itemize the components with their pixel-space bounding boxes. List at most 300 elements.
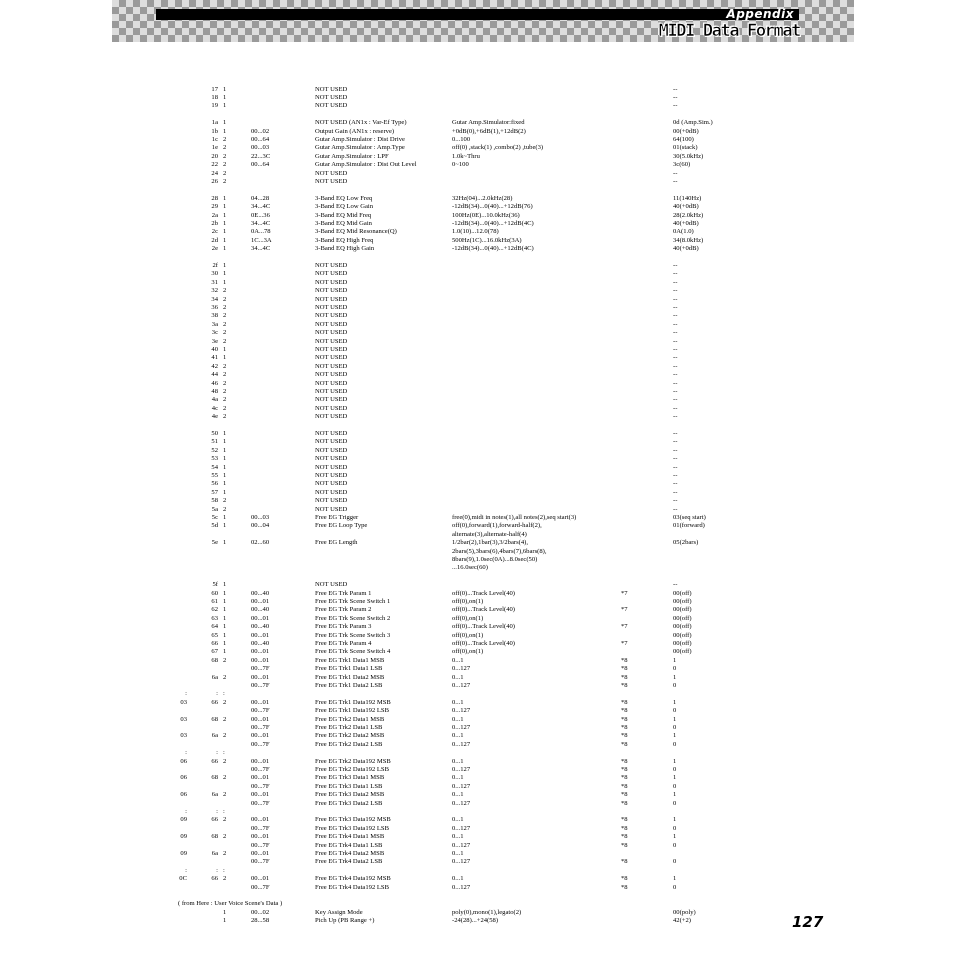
default-value: 00(poly) <box>673 908 696 916</box>
data-range: 00...02 <box>251 127 270 135</box>
default-value: 1 <box>673 774 677 782</box>
parameter-name: Free EG Trk4 Data192 MSB <box>315 875 391 883</box>
parameter-name: NOT USED <box>315 329 348 337</box>
address-low: 38 <box>211 312 218 320</box>
parameter-name: Free EG Trk4 Data2 MSB <box>315 849 385 857</box>
size: 2 <box>223 371 227 379</box>
size: 2 <box>223 177 227 185</box>
address-low: 29 <box>211 203 218 211</box>
data-range: 00...7F <box>251 707 270 715</box>
size: 2 <box>223 144 227 152</box>
default-value: 64(100) <box>673 135 694 143</box>
default-value: 00(off) <box>673 597 692 605</box>
address-high: 09 <box>180 833 187 841</box>
address-low: 17 <box>211 85 218 93</box>
description: 0...1 <box>452 732 464 740</box>
parameter-name: NOT USED <box>315 345 348 353</box>
data-range: 00...7F <box>251 858 270 866</box>
default-value: -- <box>673 85 678 93</box>
address-low: 42 <box>211 362 218 370</box>
size: 1 <box>223 614 227 622</box>
data-range: 00...7F <box>251 883 270 891</box>
section-label: Appendix <box>726 7 794 21</box>
address-low: 1e <box>211 144 218 152</box>
address-low: 30 <box>211 270 218 278</box>
description: 0...127 <box>452 665 471 673</box>
description: 0...100 <box>452 135 471 143</box>
size: 2 <box>223 287 227 295</box>
data-range: 00...01 <box>251 631 270 639</box>
address-high: : <box>185 749 187 757</box>
note: *8 <box>621 824 628 832</box>
parameter-name: Free EG Trk3 Data192 LSB <box>315 824 389 832</box>
address-low: 66 <box>211 816 218 824</box>
default-value: 42(+2) <box>673 917 692 925</box>
description: alternate(3),alternate-half(4) <box>452 530 527 538</box>
default-value: 0 <box>673 782 677 790</box>
parameter-name: Free EG Trk4 Data2 LSB <box>315 858 383 866</box>
data-range: 00...01 <box>251 715 270 723</box>
parameter-name: Free EG Trk3 Data2 MSB <box>315 791 385 799</box>
description: 0...1 <box>452 757 464 765</box>
address-low: 52 <box>211 446 218 454</box>
parameter-name: NOT USED <box>315 93 348 101</box>
default-value: -- <box>673 404 678 412</box>
parameter-name: NOT USED <box>315 169 348 177</box>
data-range: 00...7F <box>251 740 270 748</box>
parameter-name: Free EG Trk Param 2 <box>315 606 372 614</box>
note: *8 <box>621 673 628 681</box>
address-low: 4a <box>211 396 218 404</box>
parameter-name: Free EG Trk3 Data2 LSB <box>315 799 383 807</box>
parameter-name: Output Gain (AN1x : reserve) <box>315 127 395 135</box>
data-range: 00...01 <box>251 614 270 622</box>
note: *8 <box>621 665 628 673</box>
data-range: 34...4C <box>251 219 271 227</box>
data-range: 00...01 <box>251 791 270 799</box>
parameter-name: Free EG Length <box>315 539 358 547</box>
data-range: 00...7F <box>251 824 270 832</box>
description: 2bars(5),3bars(6),4bars(7),6bars(8), <box>452 547 547 555</box>
data-range: 1C...3A <box>251 236 272 244</box>
address-low: 4c <box>211 404 218 412</box>
size: 2 <box>223 791 227 799</box>
address-low: : <box>216 690 218 698</box>
description: 0~100 <box>452 161 469 169</box>
default-value: -- <box>673 177 678 185</box>
data-range: 00...01 <box>251 816 270 824</box>
description: 0...1 <box>452 816 464 824</box>
description: ...16.0sec(60) <box>452 564 488 572</box>
data-range: 00...7F <box>251 765 270 773</box>
size: 1 <box>223 194 227 202</box>
description: 0...127 <box>452 765 471 773</box>
default-value: 30(5.0kHz) <box>673 152 704 160</box>
description: off(0) ,stack(1) ,combo(2) ,tube(3) <box>452 144 544 152</box>
size: 2 <box>223 387 227 395</box>
default-value: -- <box>673 379 678 387</box>
default-value: -- <box>673 438 678 446</box>
note: *8 <box>621 833 628 841</box>
description: off(0),on(1) <box>452 614 484 622</box>
data-range: 0E...36 <box>251 211 270 219</box>
size: 1 <box>223 127 227 135</box>
address-high: : <box>185 866 187 874</box>
default-value: -- <box>673 396 678 404</box>
parameter-name: 3-Band EQ Mid Resonance(Q) <box>315 228 397 236</box>
data-range: 00...7F <box>251 665 270 673</box>
default-value: -- <box>673 480 678 488</box>
default-value: -- <box>673 413 678 421</box>
parameter-name: NOT USED <box>315 497 348 505</box>
data-range: 00...40 <box>251 623 270 631</box>
description: 0...127 <box>452 681 471 689</box>
description: 32Hz(04)...2.0kHz(28) <box>452 194 513 202</box>
description: off(0)...Track Level(40) <box>452 606 515 614</box>
note: *8 <box>621 791 628 799</box>
size: 2 <box>223 816 227 824</box>
address-high: : <box>185 807 187 815</box>
default-value: 34(8.0kHz) <box>673 236 704 244</box>
address-low: 68 <box>211 774 218 782</box>
size: 2 <box>223 320 227 328</box>
address-high: : <box>185 690 187 698</box>
default-value: 40(+0dB) <box>673 219 699 227</box>
description: poly(0),mono(1),legato(2) <box>452 908 522 916</box>
data-range: 00...64 <box>251 161 270 169</box>
default-value: 01(stack) <box>673 144 698 152</box>
address-low: 55 <box>211 471 218 479</box>
default-value: 00(off) <box>673 639 692 647</box>
description: 0...1 <box>452 715 464 723</box>
address-high: 03 <box>180 732 187 740</box>
description: -12dB(34)...0(40)...+12dB(4C) <box>452 219 534 227</box>
default-value: -- <box>673 278 678 286</box>
size: 1 <box>223 513 227 521</box>
data-range: 00...7F <box>251 799 270 807</box>
data-range: 00...04 <box>251 522 270 530</box>
page-number: 127 <box>792 913 824 931</box>
size: 2 <box>223 161 227 169</box>
size: 1 <box>223 270 227 278</box>
data-range: 00...01 <box>251 656 270 664</box>
size: 1 <box>223 354 227 362</box>
address-low: 28 <box>211 194 218 202</box>
description: off(0),on(1) <box>452 648 484 656</box>
size: 2 <box>223 396 227 404</box>
address-high: 09 <box>180 816 187 824</box>
parameter-name: Free EG Trk1 Data2 MSB <box>315 673 385 681</box>
parameter-name: NOT USED <box>315 354 348 362</box>
size: : <box>223 807 225 815</box>
description: 1.0(10)...12.0(78) <box>452 228 499 236</box>
address-low: 48 <box>211 387 218 395</box>
data-range: 00...03 <box>251 144 270 152</box>
size: 1 <box>223 597 227 605</box>
size: 1 <box>223 589 227 597</box>
default-value: 00(+0dB) <box>673 127 699 135</box>
size: 2 <box>223 497 227 505</box>
default-value: 00(off) <box>673 606 692 614</box>
address-low: : <box>216 866 218 874</box>
parameter-name: Free EG Trk3 Data192 MSB <box>315 816 391 824</box>
address-low: 6a <box>211 849 218 857</box>
description: 0...127 <box>452 740 471 748</box>
parameter-name: NOT USED <box>315 581 348 589</box>
default-value: -- <box>673 312 678 320</box>
parameter-name: Free EG Trk Scene Switch 4 <box>315 648 391 656</box>
address-low: 18 <box>211 93 218 101</box>
parameter-name: 3-Band EQ High Gain <box>315 245 375 253</box>
address-low: 60 <box>211 589 218 597</box>
parameter-name: Free EG Loop Type <box>315 522 368 530</box>
default-value: -- <box>673 446 678 454</box>
size: 1 <box>223 471 227 479</box>
size: 2 <box>223 849 227 857</box>
size: 2 <box>223 698 227 706</box>
parameter-name: NOT USED <box>315 287 348 295</box>
parameter-name: Free EG Trk4 Data1 MSB <box>315 833 385 841</box>
parameter-name: NOT USED <box>315 270 348 278</box>
address-low: 2d <box>211 236 218 244</box>
default-value: -- <box>673 93 678 101</box>
size: 2 <box>223 404 227 412</box>
note: *8 <box>621 774 628 782</box>
note: *7 <box>621 623 628 631</box>
address-low: 68 <box>211 833 218 841</box>
address-low: 66 <box>211 698 218 706</box>
data-range: 02...60 <box>251 539 270 547</box>
description: 0...1 <box>452 833 464 841</box>
size: 2 <box>223 774 227 782</box>
size: 2 <box>223 505 227 513</box>
address-low: 3e <box>211 337 218 345</box>
default-value: -- <box>673 505 678 513</box>
size: 1 <box>223 119 227 127</box>
address-low: 6a <box>211 791 218 799</box>
size: 1 <box>223 539 227 547</box>
default-value: -- <box>673 287 678 295</box>
note: *8 <box>621 707 628 715</box>
size: 1 <box>223 236 227 244</box>
address-low: 32 <box>211 287 218 295</box>
size: 1 <box>223 631 227 639</box>
size: 2 <box>223 152 227 160</box>
data-range: 00...01 <box>251 757 270 765</box>
default-value: -- <box>673 295 678 303</box>
default-value: 0d (Amp.Sim.) <box>673 119 713 127</box>
parameter-name: NOT USED (AN1x : Var-Ef Type) <box>315 119 407 127</box>
default-value: -- <box>673 497 678 505</box>
address-low: 3a <box>211 320 218 328</box>
address-low: 53 <box>211 455 218 463</box>
data-range: 00...40 <box>251 639 270 647</box>
parameter-name: Gutar Amp.Simulator : LPF <box>315 152 389 160</box>
default-value: -- <box>673 320 678 328</box>
address-low: 31 <box>211 278 218 286</box>
parameter-name: Gutar Amp.Simulator : Dist Drive <box>315 135 405 143</box>
parameter-name: NOT USED <box>315 463 348 471</box>
data-range: 00...40 <box>251 606 270 614</box>
parameter-name: NOT USED <box>315 413 348 421</box>
address-low: 26 <box>211 177 218 185</box>
parameter-name: NOT USED <box>315 471 348 479</box>
data-range: 00...7F <box>251 681 270 689</box>
size: 2 <box>223 379 227 387</box>
note: *8 <box>621 740 628 748</box>
data-range: 00...7F <box>251 782 270 790</box>
address-high: 06 <box>180 791 187 799</box>
note: *8 <box>621 782 628 790</box>
address-low: 24 <box>211 169 218 177</box>
description: 0...1 <box>452 673 464 681</box>
data-range: 00...01 <box>251 774 270 782</box>
default-value: 1 <box>673 673 677 681</box>
default-value: -- <box>673 581 678 589</box>
size: 2 <box>223 295 227 303</box>
address-low: 2c <box>211 228 218 236</box>
parameter-name: Key Assign Mode <box>315 908 363 916</box>
parameter-name: NOT USED <box>315 320 348 328</box>
default-value: 0 <box>673 858 677 866</box>
default-value: 1 <box>673 816 677 824</box>
default-value: 0 <box>673 681 677 689</box>
size: 1 <box>223 203 227 211</box>
data-range: 0A...78 <box>251 228 271 236</box>
address-low: 63 <box>211 614 218 622</box>
default-value: 05(2bars) <box>673 539 699 547</box>
parameter-name: NOT USED <box>315 362 348 370</box>
address-low: 64 <box>211 623 218 631</box>
address-high: 06 <box>180 757 187 765</box>
note: *8 <box>621 858 628 866</box>
description: off(0),on(1) <box>452 631 484 639</box>
default-value: 00(off) <box>673 648 692 656</box>
default-value: 0 <box>673 707 677 715</box>
description: 0...127 <box>452 723 471 731</box>
size: 2 <box>223 303 227 311</box>
parameter-name: Free EG Trigger <box>315 513 359 521</box>
parameter-name: Free EG Trk1 Data1 MSB <box>315 656 385 664</box>
address-low: 5a <box>211 505 218 513</box>
description: 0...127 <box>452 841 471 849</box>
size: 1 <box>223 623 227 631</box>
parameter-name: Free EG Trk2 Data1 LSB <box>315 723 383 731</box>
default-value: -- <box>673 345 678 353</box>
size: 2 <box>223 757 227 765</box>
note: *8 <box>621 723 628 731</box>
size: 1 <box>223 522 227 530</box>
size: 1 <box>223 85 227 93</box>
address-low: 1b <box>211 127 218 135</box>
address-low: 51 <box>211 438 218 446</box>
default-value: 1 <box>673 715 677 723</box>
description: 0...127 <box>452 799 471 807</box>
default-value: 1 <box>673 875 677 883</box>
size: 1 <box>223 93 227 101</box>
section-note: ( from Here : User Voice Scene's Data ) <box>178 900 283 908</box>
parameter-name: NOT USED <box>315 404 348 412</box>
data-range: 34...4C <box>251 203 271 211</box>
size: 1 <box>223 228 227 236</box>
description: off(0)...Track Level(40) <box>452 623 515 631</box>
default-value: 0 <box>673 824 677 832</box>
default-value: 40(+0dB) <box>673 245 699 253</box>
size: 2 <box>223 715 227 723</box>
note: *8 <box>621 715 628 723</box>
size: 2 <box>223 833 227 841</box>
address-high: 06 <box>180 774 187 782</box>
address-low: 22 <box>211 161 218 169</box>
address-low: 62 <box>211 606 218 614</box>
data-range: 00...02 <box>251 908 270 916</box>
size: 1 <box>223 102 227 110</box>
address-low: 6a <box>211 732 218 740</box>
default-value: 0A(1.0) <box>673 228 694 236</box>
parameter-name: NOT USED <box>315 446 348 454</box>
parameter-name: NOT USED <box>315 177 348 185</box>
parameter-name: Free EG Trk2 Data2 MSB <box>315 732 385 740</box>
parameter-name: NOT USED <box>315 295 348 303</box>
parameter-name: 3-Band EQ Low Freq <box>315 194 373 202</box>
address-low: 66 <box>211 639 218 647</box>
size: 2 <box>223 329 227 337</box>
size: 1 <box>223 345 227 353</box>
default-value: -- <box>673 362 678 370</box>
address-low: 44 <box>211 371 218 379</box>
default-value: -- <box>673 102 678 110</box>
address-low: 5e <box>211 539 218 547</box>
parameter-name: Free EG Trk1 Data192 LSB <box>315 707 389 715</box>
parameter-name: NOT USED <box>315 429 348 437</box>
parameter-name: NOT USED <box>315 303 348 311</box>
description: 8bars(9),1.0sec(0A)...8.0sec(50) <box>452 555 538 563</box>
address-low: 5d <box>211 522 218 530</box>
description: 0...1 <box>452 698 464 706</box>
note: *8 <box>621 698 628 706</box>
size: 2 <box>223 169 227 177</box>
description: 0...127 <box>452 782 471 790</box>
description: 0...127 <box>452 858 471 866</box>
size: 2 <box>223 337 227 345</box>
parameter-name: 3-Band EQ High Freq <box>315 236 374 244</box>
description: 0...1 <box>452 875 464 883</box>
description: off(0)...Track Level(40) <box>452 589 515 597</box>
parameter-name: NOT USED <box>315 387 348 395</box>
note: *8 <box>621 841 628 849</box>
default-value: -- <box>673 337 678 345</box>
parameter-name: NOT USED <box>315 505 348 513</box>
default-value: 28(2.0kHz) <box>673 211 704 219</box>
address-low: 36 <box>211 303 218 311</box>
address-low: 54 <box>211 463 218 471</box>
default-value: -- <box>673 387 678 395</box>
default-value: -- <box>673 488 678 496</box>
size: 1 <box>223 455 227 463</box>
address-low: : <box>216 807 218 815</box>
address-low: 61 <box>211 597 218 605</box>
parameter-name: Free EG Trk Scene Switch 2 <box>315 614 391 622</box>
description: 0...127 <box>452 707 471 715</box>
default-value: 1 <box>673 656 677 664</box>
parameter-name: Free EG Trk1 Data192 MSB <box>315 698 391 706</box>
default-value: 0 <box>673 723 677 731</box>
parameter-name: NOT USED <box>315 102 348 110</box>
size: 1 <box>223 581 227 589</box>
note: *8 <box>621 732 628 740</box>
address-low: 56 <box>211 480 218 488</box>
default-value: 01(forward) <box>673 522 705 530</box>
